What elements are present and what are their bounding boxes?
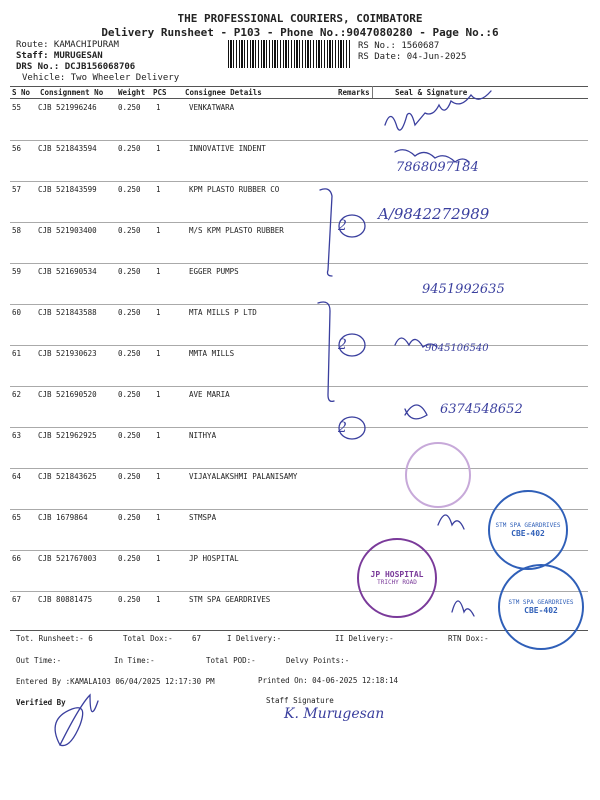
row-pcs: 1 [156, 226, 161, 235]
row-pcs: 1 [156, 595, 161, 604]
route-label: Route: KAMACHIPURAM [16, 40, 119, 50]
row-consignee: STM SPA GEARDRIVES [189, 595, 271, 604]
row-consignment: CJB 521843588 [38, 308, 97, 317]
bracket-57-58 [320, 189, 332, 276]
row-pcs: 1 [156, 267, 161, 276]
row-weight: 0.250 [118, 554, 141, 563]
printed-on: Printed On: 04-06-2025 12:18:14 [258, 676, 398, 685]
row-pcs: 1 [156, 103, 161, 112]
stm-stamp-2 [498, 564, 584, 650]
row-weight: 0.250 [118, 267, 141, 276]
row-sno: 63 [12, 431, 22, 440]
faded-stamp [405, 442, 471, 508]
row-weight: 0.250 [118, 513, 141, 522]
i-delivery: I Delivery:- [227, 634, 282, 643]
row-consignee: INNOVATIVE INDENT [189, 144, 266, 153]
row-consignment: CJB 1679864 [38, 513, 88, 522]
phone-row-61: 9045106540 [425, 343, 489, 354]
row-consignee: MMTA MILLS [189, 349, 235, 358]
entered-by: Entered By :KAMALA103 06/04/2025 12:17:30 PM [16, 677, 215, 686]
circled-number-63: 2 [338, 420, 347, 436]
rtn-dox: RTN Dox:- [448, 634, 489, 643]
row-consignment: CJB 521690520 [38, 390, 97, 399]
row-sno: 67 [12, 595, 22, 604]
row-consignee: AVE MARIA [189, 390, 230, 399]
row-weight: 0.250 [118, 431, 141, 440]
phone-row-62: 6374548652 [440, 402, 523, 417]
row-pcs: 1 [156, 431, 161, 440]
signature-row-67 [452, 601, 474, 616]
col-seal-signature: Seal & Signature [395, 88, 468, 97]
row-consignment: CJB 521767003 [38, 554, 97, 563]
row-weight: 0.250 [118, 185, 141, 194]
stm-stamp-1 [488, 490, 568, 570]
phone-row-57-58: A/9842272989 [378, 205, 490, 223]
phone-row-56: 7868097184 [396, 160, 479, 175]
row-weight: 0.250 [118, 308, 141, 317]
signature-row-55 [385, 91, 491, 130]
row-pcs: 1 [156, 472, 161, 481]
circled-number-61: 2 [338, 337, 347, 353]
col-consignee: Consignee Details [185, 88, 262, 97]
row-weight: 0.250 [118, 349, 141, 358]
row-weight: 0.250 [118, 103, 141, 112]
row-pcs: 1 [156, 390, 161, 399]
rs-date: RS Date: 04-Jun-2025 [358, 52, 467, 62]
row-pcs: 1 [156, 144, 161, 153]
row-consignment: CJB 521843599 [38, 185, 97, 194]
col-pcs: PCS [153, 88, 167, 97]
row-sno: 56 [12, 144, 22, 153]
row-consignee: STMSPA [189, 513, 217, 522]
signature-row-62 [405, 405, 427, 419]
row-consignment: CJB 521843594 [38, 144, 97, 153]
signature-row-65 [438, 515, 464, 529]
row-sno: 55 [12, 103, 22, 112]
rs-number: RS No.: 1560687 [358, 41, 440, 51]
total-pod: Total POD:- [206, 656, 256, 665]
row-consignment: CJB 521996246 [38, 103, 97, 112]
stm-stamp-2-code: CBE-402 [524, 606, 558, 615]
row-weight: 0.250 [118, 472, 141, 481]
out-time: Out Time:- [16, 656, 62, 665]
row-consignment: CJB 80881475 [38, 595, 93, 604]
row-sno: 62 [12, 390, 22, 399]
circled-number-58: 2 [338, 218, 347, 234]
row-weight: 0.250 [118, 595, 141, 604]
row-pcs: 1 [156, 308, 161, 317]
total-dox-value: 67 [192, 634, 202, 643]
row-sno: 61 [12, 349, 22, 358]
row-weight: 0.250 [118, 144, 141, 153]
row-sno: 66 [12, 554, 22, 563]
row-sno: 64 [12, 472, 22, 481]
runsheet-subtitle: Delivery Runsheet - P103 - Phone No.:9047080280 - Page No.:6 [101, 26, 499, 39]
stm-stamp-1-code: CBE-402 [511, 529, 545, 538]
row-consignee: EGGER PUMPS [189, 267, 239, 276]
ii-delivery: II Delivery:- [335, 634, 394, 643]
row-consignment: CJB 521930623 [38, 349, 97, 358]
jp-hospital-stamp-name: JP HOSPITAL [370, 570, 424, 579]
col-remarks: Remarks [338, 88, 370, 97]
total-dox-label: Total Dox:- [123, 634, 173, 643]
jp-hospital-stamp [357, 538, 437, 618]
staff-label: Staff: MURUGESAN [16, 51, 103, 61]
row-consignee: M/S KPM PLASTO RUBBER [189, 226, 284, 235]
staff-signature: K. Murugesan [284, 706, 385, 722]
row-weight: 0.250 [118, 226, 141, 235]
row-consignment: CJB 521962925 [38, 431, 97, 440]
row-sno: 59 [12, 267, 22, 276]
row-consignment: CJB 521690534 [38, 267, 97, 276]
company-title: THE PROFESSIONAL COURIERS, COIMBATORE [177, 12, 423, 25]
row-consignee: MTA MILLS P LTD [189, 308, 257, 317]
drs-number: DRS No.: DCJB156068706 [16, 62, 136, 72]
verified-by-label: Verified By [16, 698, 66, 707]
col-sno: S No [12, 88, 31, 97]
row-sno: 58 [12, 226, 22, 235]
in-time: In Time:- [114, 656, 155, 665]
col-consignment: Consignment No [40, 88, 104, 97]
row-pcs: 1 [156, 185, 161, 194]
delvy-points: Delvy Points:- [286, 656, 350, 665]
row-sno: 57 [12, 185, 22, 194]
col-weight: Weight [118, 88, 146, 97]
jp-hospital-stamp-road: TRICHY ROAD [377, 579, 417, 586]
row-consignment: CJB 521903400 [38, 226, 97, 235]
row-consignment: CJB 521843625 [38, 472, 97, 481]
bracket-60-62 [318, 302, 334, 401]
stm-stamp-1-name: STM SPA GEARDRIVES [495, 522, 561, 529]
tot-runsheet: Tot. Runsheet:- 6 [16, 634, 93, 643]
row-consignee: JP HOSPITAL [189, 554, 239, 563]
row-consignee: VIJAYALAKSHMI PALANISAMY [189, 472, 298, 481]
staff-signature-label: Staff Signature [266, 696, 334, 705]
row-pcs: 1 [156, 513, 161, 522]
row-sno: 65 [12, 513, 22, 522]
vehicle-label: Vehicle: Two Wheeler Delivery [22, 73, 180, 83]
row-pcs: 1 [156, 554, 161, 563]
row-consignee: NITHYA [189, 431, 217, 440]
stm-stamp-2-name: STM SPA GEARDRIVES [508, 599, 574, 606]
phone-row-59: 9451992635 [422, 282, 505, 297]
row-consignee: KPM PLASTO RUBBER CO [189, 185, 280, 194]
row-sno: 60 [12, 308, 22, 317]
row-consignee: VENKATWARA [189, 103, 235, 112]
row-pcs: 1 [156, 349, 161, 358]
row-weight: 0.250 [118, 390, 141, 399]
